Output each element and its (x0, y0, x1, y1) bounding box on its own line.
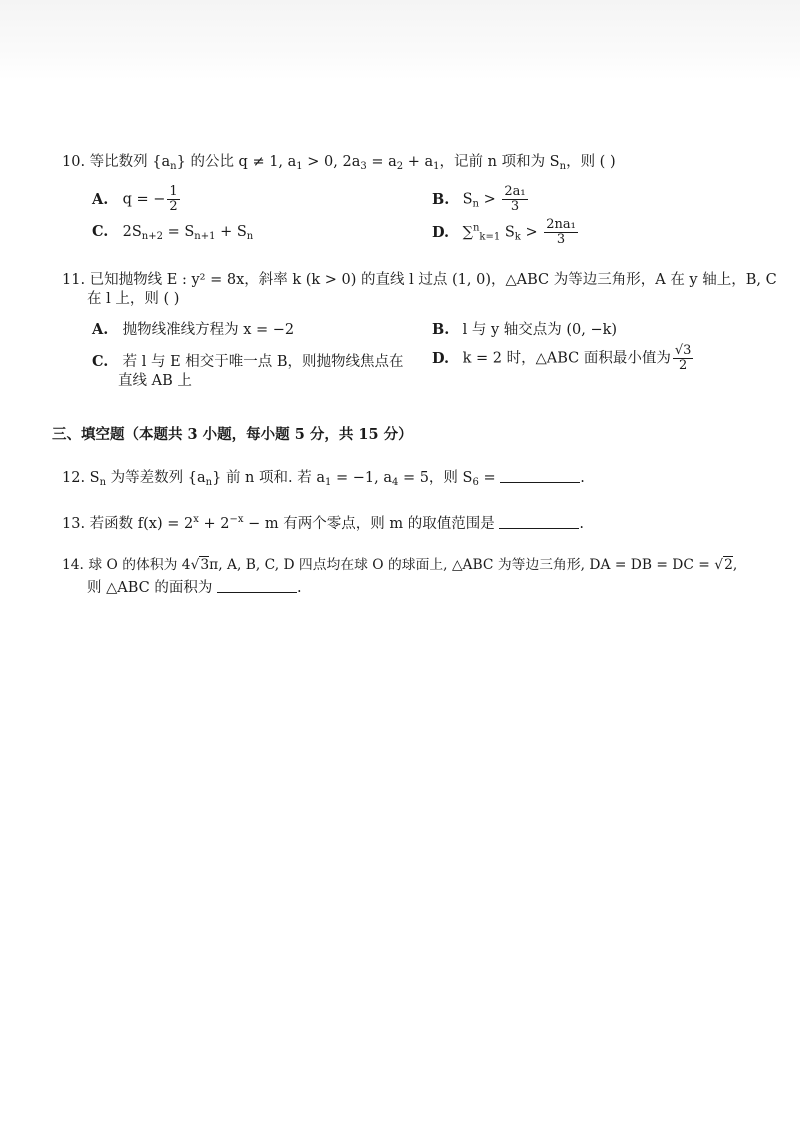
stem-text: 若函数 f(x) = 2 (89, 516, 194, 532)
stem-text: n (205, 477, 213, 488)
stem-text: 2 (396, 161, 404, 172)
stem-text: = −1, a (331, 470, 392, 486)
stem-text: + a (403, 154, 434, 170)
option-text: n+2 (141, 231, 163, 242)
option-text: 抛物线准线方程为 x = −2 (122, 322, 295, 338)
stem-text: = 5，则 S (398, 470, 473, 486)
question-11-stem (62, 270, 777, 290)
sqrt-sign: √ (190, 557, 200, 573)
option-letter: C. (92, 223, 109, 240)
question-number: 12. (62, 470, 86, 486)
stem-text: 1 (324, 477, 332, 488)
stem-text: 等比数列 {a (89, 154, 171, 170)
stem-text: 球 O 的体积为 4 (88, 557, 191, 573)
question-12 (62, 468, 585, 493)
stem-text: = (478, 470, 501, 486)
option-text: S (462, 191, 473, 208)
option-text: + S (215, 224, 247, 240)
stem-text: n (170, 161, 177, 172)
stem-text: + 2 (198, 516, 230, 532)
option-text: > (520, 224, 543, 241)
option-letter: B. (432, 321, 450, 338)
option-text: 2S (122, 224, 142, 240)
answer-blank[interactable] (217, 578, 297, 593)
fraction-denominator: 3 (510, 199, 520, 214)
fraction-numerator: 2na₁ (546, 217, 576, 232)
option-letter: D. (432, 223, 450, 241)
fraction-numerator: √3 (674, 343, 692, 358)
option-10-b (432, 185, 530, 215)
stem-text: } 前 n 项和. 若 a (212, 470, 325, 486)
stem-text: . (296, 580, 302, 596)
option-11-c-line2 (118, 371, 192, 391)
question-11-stem-line2 (87, 289, 179, 309)
fraction-numerator: 1 (169, 184, 178, 199)
question-13 (62, 510, 584, 534)
fraction-denominator: 2 (679, 358, 688, 373)
sqrt-sign: √ (714, 557, 724, 573)
stem-text: n (99, 477, 107, 488)
stem-text: − m 有两个零点，则 m 的取值范围是 (243, 516, 500, 532)
fraction (167, 185, 179, 214)
question-14-line2 (87, 578, 302, 598)
stem-text: 1 (433, 161, 440, 172)
stem-text: ，则 ( ) (566, 154, 616, 170)
option-11-c (92, 352, 404, 372)
sqrt-radicand: 2 (724, 557, 733, 573)
sqrt-radicand: 3 (200, 557, 210, 573)
option-text: k (514, 231, 521, 243)
stem-text: > 0, 2a (302, 154, 361, 170)
option-letter: A. (92, 190, 109, 208)
stem-text: 在 l 上，则 ( ) (87, 291, 180, 307)
option-11-d (432, 344, 695, 373)
sum-lower-limit: k=1 (479, 231, 501, 243)
fraction (673, 344, 694, 373)
section-title: 三、填空题（本题共 3 小题，每小题 5 分，共 15 分） (52, 426, 413, 443)
option-text: 若 l 与 E 相交于唯一点 B，则抛物线焦点在 (122, 354, 404, 370)
option-text: n (472, 198, 479, 210)
stem-text: 4 (391, 477, 399, 488)
option-10-a (92, 185, 182, 214)
fraction-denominator: 2 (169, 199, 178, 214)
option-10-c (92, 222, 253, 247)
option-letter: D. (432, 349, 450, 367)
option-text: l 与 y 轴交点为 (0, −k) (462, 322, 618, 338)
question-number: 13. (62, 516, 86, 532)
option-text: > (479, 191, 501, 208)
fraction-numerator: 2a₁ (504, 184, 526, 199)
stem-text: −x (229, 514, 244, 525)
option-text: k = 2 时，△ABC 面积最小值为 (462, 350, 671, 367)
sum-symbol: ∑ (462, 224, 473, 241)
option-text: = S (162, 224, 195, 240)
stem-text: 1 (296, 161, 303, 172)
stem-text: 6 (472, 477, 479, 488)
fraction-denominator: 3 (556, 232, 566, 247)
stem-text: n (559, 161, 567, 172)
option-letter: B. (432, 190, 450, 208)
option-11-a (92, 320, 294, 340)
option-text: n+1 (194, 231, 216, 242)
question-10-stem (62, 152, 616, 177)
option-text: n (246, 231, 254, 242)
stem-text: . (580, 470, 585, 486)
stem-text: = a (366, 154, 397, 170)
option-text: q = − (122, 191, 166, 208)
question-number: 10. (62, 154, 86, 170)
option-letter: A. (92, 321, 109, 338)
option-10-d (432, 218, 580, 248)
answer-blank[interactable] (499, 514, 579, 529)
option-11-b (432, 320, 617, 340)
stem-text: 为等差数列 {a (106, 470, 206, 486)
option-text: S (500, 224, 515, 241)
stem-text: S (89, 470, 100, 486)
question-14 (62, 555, 737, 575)
question-number: 14. (62, 557, 84, 573)
sum-upper-limit: n (472, 222, 480, 234)
question-number: 11. (62, 272, 86, 288)
fraction (544, 218, 578, 247)
fraction (502, 185, 527, 214)
stem-text: 已知抛物线 E : y² = 8x，斜率 k (k > 0) 的直线 l 过点 (1, 0)，△ABC 为等边三角形，A 在 y 轴上，B, C (89, 272, 777, 288)
stem-text: ，记前 n 项和为 S (439, 154, 560, 170)
stem-text: } 的公比 q ≠ 1, a (176, 154, 297, 170)
stem-text: π, A, B, C, D 四点均在球 O 的球面上, △ABC 为等边三角形, DA = DB = DC = (209, 557, 715, 573)
answer-blank[interactable] (500, 468, 580, 483)
stem-text: 3 (360, 161, 367, 172)
stem-text: 则 △ABC 的面积为 (87, 580, 217, 596)
option-letter: C. (92, 353, 109, 370)
stem-text: , (732, 557, 738, 573)
stem-text: . (579, 516, 584, 532)
option-text: 直线 AB 上 (118, 373, 192, 389)
stem-text: x (193, 514, 199, 525)
